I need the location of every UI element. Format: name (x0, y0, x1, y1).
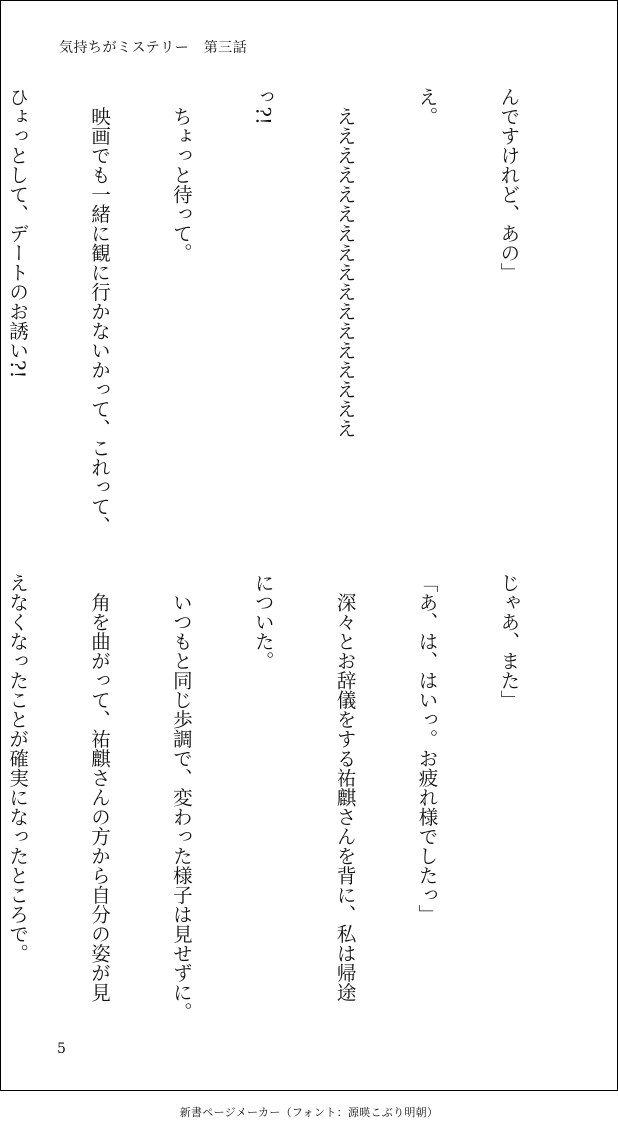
text-line: いつもと同じ歩調で、変わった様子は見せずに。 (169, 573, 193, 1022)
text-line: えなくなったことが確実になったところで。 (6, 573, 30, 963)
page-number: 5 (57, 1041, 66, 1057)
text-line: えええええええええええええええええ (333, 87, 357, 438)
text-line: 深々とお辞儀をする祐麒さんを背に、私は帰途 (333, 573, 357, 1002)
text-line: ひょっとして、デートのお誘い?! (6, 87, 30, 379)
text-line: え。 (415, 87, 439, 126)
page-header: 気持ちがミステリー 第三話 (59, 40, 248, 56)
text-line: んですけれど、あの」 (497, 87, 521, 282)
text-line: じゃあ、また」 (497, 573, 521, 710)
footer-caption: 新書ページメーカー（フォント：源暎こぶり明朝） (179, 1106, 439, 1119)
text-line: っ?! (251, 87, 275, 125)
text-block-upper (0, 87, 577, 537)
text-line: 映画でも一緒に観に行かないかって、これって、 (87, 87, 111, 536)
text-block-lower (0, 573, 577, 1022)
text-line: 角を曲がって、祐麒さんの方から自分の姿が見 (87, 573, 111, 1002)
text-line: ちょっと待って。 (169, 87, 193, 263)
text-line: についた。 (251, 573, 275, 671)
text-line: 「あ、は、はいっ。お疲れ様でしたっ」 (415, 573, 439, 924)
